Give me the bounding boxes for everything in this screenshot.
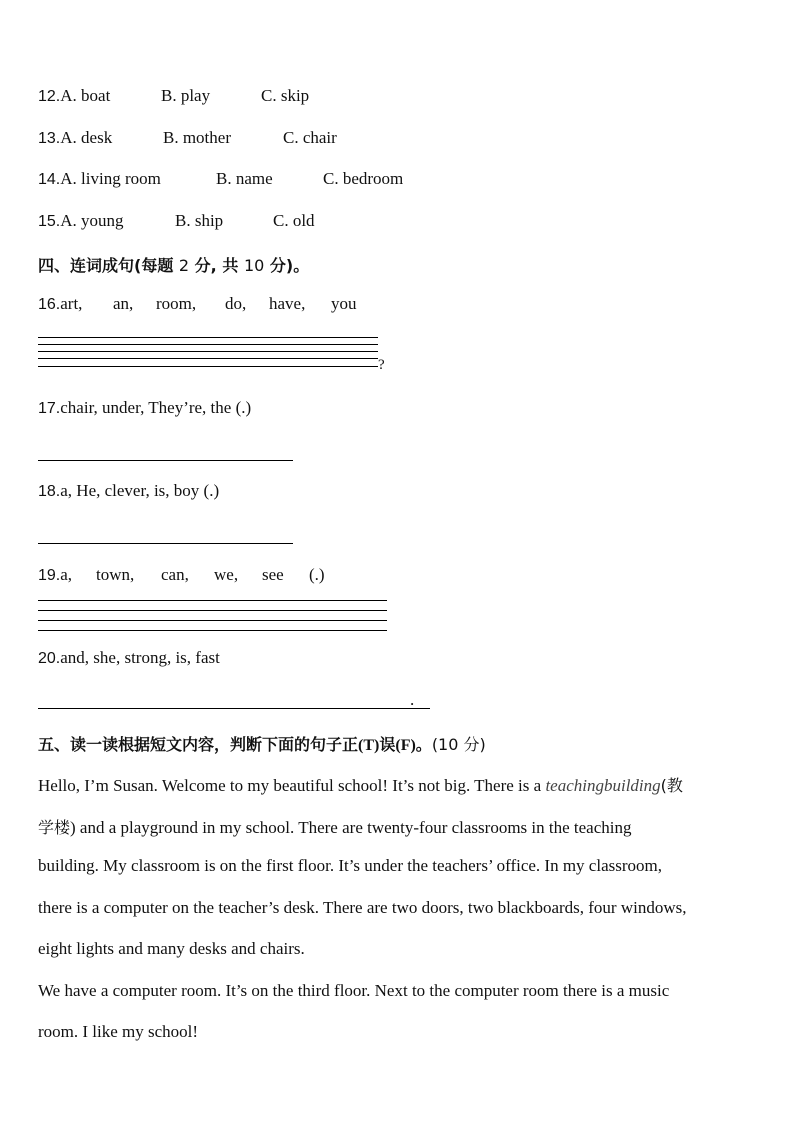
passage-line-3: building. My classroom is on the first floor. It’s under the teachers’ office. In my classroom, xyxy=(38,856,662,875)
question-text: and, she, strong, is, fast xyxy=(60,648,220,667)
section-5-title: 五、读一读根据短文内容，判断下面的句子正(T)误(F)。(10 分) xyxy=(38,735,486,754)
answer-line[interactable] xyxy=(38,630,387,631)
answer-line[interactable] xyxy=(38,543,293,544)
question-19 xyxy=(38,565,72,585)
word: (.) xyxy=(309,565,325,584)
word: see xyxy=(262,565,284,584)
word: you xyxy=(331,294,357,313)
question-number: 18. xyxy=(38,483,61,500)
period-mark: . xyxy=(410,690,415,709)
question-16 xyxy=(38,294,82,314)
word: can, xyxy=(161,565,189,584)
question-mark: ? xyxy=(378,357,385,373)
question-20 xyxy=(38,648,220,668)
option-c: C. chair xyxy=(283,128,337,147)
answer-line[interactable] xyxy=(38,358,378,359)
choice-row-12 xyxy=(38,86,110,106)
choice-row-14 xyxy=(38,169,161,189)
word: room, xyxy=(156,294,197,313)
section-4-title: 四、连词成句(每题 2 分, 共 10 分)。 xyxy=(38,256,310,275)
question-number: 20. xyxy=(38,650,61,667)
passage-line-2: 学楼) and a playground in my school. There are twenty-four classrooms in the teaching xyxy=(38,818,632,837)
word: have, xyxy=(269,294,306,313)
question-number: 19. xyxy=(38,567,61,584)
passage-line-7: room. I like my school! xyxy=(38,1022,199,1041)
word: art, xyxy=(60,294,83,313)
answer-line[interactable] xyxy=(38,600,387,601)
choice-row-15 xyxy=(38,211,124,231)
passage-line-4: there is a computer on the teacher’s desk. There are two doors, two blackboards, four windows, xyxy=(38,898,687,917)
word: do, xyxy=(225,294,247,313)
answer-line[interactable] xyxy=(38,337,378,338)
question-number: 14. xyxy=(38,171,61,188)
passage-line-6: We have a computer room. It’s on the third floor. Next to the computer room there is a music xyxy=(38,981,670,1000)
question-text: chair, under, They’re, the (.) xyxy=(60,398,252,417)
option-b: B. ship xyxy=(175,211,224,230)
option-b: B. name xyxy=(216,169,273,188)
option-b: B. mother xyxy=(163,128,231,147)
word: we, xyxy=(214,565,239,584)
word: town, xyxy=(96,565,135,584)
answer-line[interactable] xyxy=(38,460,293,461)
answer-line[interactable] xyxy=(38,351,378,352)
option-a: A. boat xyxy=(60,86,111,105)
option-a: A. young xyxy=(60,211,124,230)
question-number: 16. xyxy=(38,296,61,313)
option-b: B. play xyxy=(161,86,211,105)
answer-line[interactable] xyxy=(38,344,378,345)
answer-line[interactable] xyxy=(38,708,430,709)
answer-line[interactable] xyxy=(38,366,378,367)
option-a: A. desk xyxy=(60,128,113,147)
question-number: 17. xyxy=(38,400,61,417)
choice-row-13 xyxy=(38,128,112,148)
question-number: 12. xyxy=(38,88,61,105)
option-a: A. living room xyxy=(60,169,161,188)
answer-line[interactable] xyxy=(38,620,387,621)
question-number: 13. xyxy=(38,130,61,147)
option-c: C. skip xyxy=(261,86,310,105)
question-18 xyxy=(38,481,219,501)
question-17 xyxy=(38,398,251,418)
answer-line[interactable] xyxy=(38,610,387,611)
question-number: 15. xyxy=(38,213,61,230)
word: a, xyxy=(60,565,73,584)
word: an, xyxy=(113,294,134,313)
italic-term: teachingbuilding xyxy=(545,776,661,795)
option-c: C. old xyxy=(273,211,315,230)
option-c: C. bedroom xyxy=(323,169,404,188)
question-text: a, He, clever, is, boy (.) xyxy=(60,481,220,500)
passage-line-5: eight lights and many desks and chairs. xyxy=(38,939,305,958)
passage-line-1: Hello, I’m Susan. Welcome to my beautiful school! It’s not big. There is a teachingbuilding(教 xyxy=(38,776,683,795)
